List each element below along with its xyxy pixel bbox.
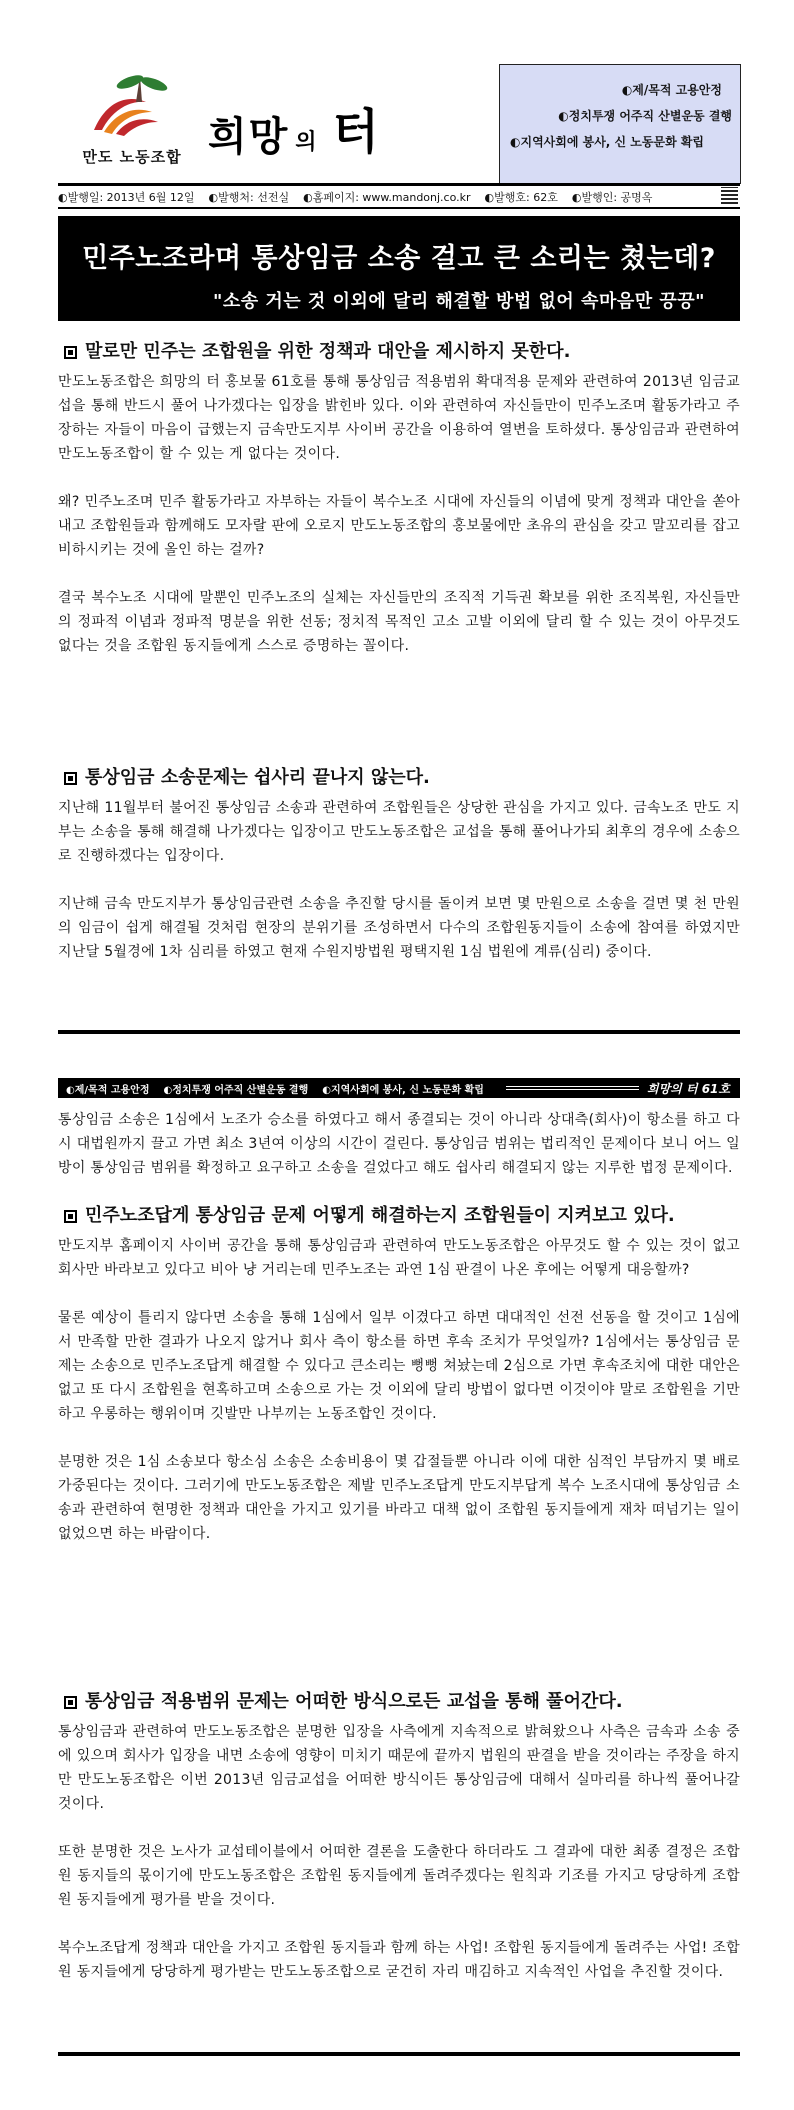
paragraph: 복수노조답게 정책과 대안을 가지고 조합원 동지들과 함께 하는 사업! 조합원 동지들에게 돌려주는 사업! 조합원 동지들에게 당당하게 평가받는 만도노동조합으로 굳건히 자리 매김하고 지속적인 사업을 추진할 것이다.: [58, 1940, 740, 1980]
motto-item: ◐지역사회에 봉사, 신 노동문화 확립: [510, 135, 705, 149]
union-logo-icon: [86, 72, 176, 142]
motto-item: ◐제/목적 고용안정: [66, 1084, 150, 1096]
section-heading-text: 민주노조답게 통상임금 문제 어떻게 해결하는지 조합원들이 지켜보고 있다.: [85, 1205, 675, 1226]
publisher: ◐발행처: 선전실: [208, 190, 290, 204]
union-name: 만도 노동조합: [82, 148, 182, 166]
section-4: [58, 1690, 740, 1984]
square-bullet-icon: [64, 1210, 77, 1223]
paragraph: 왜? 민주노조며 민주 활동가라고 자부하는 자들이 복수노조 시대에 자신들의 이념에 맞게 정책과 대안을 쏟아내고 조합원들과 함께해도 모자랄 판에 오로지 만도노동조합의 홍보물에만 초유의 관심을 갖고 말꼬리를 잡고 비하시키는 것에 올인 하는 걸까?: [58, 494, 740, 558]
section-3: [58, 1108, 740, 1546]
publish-date: ◐발행일: 2013년 6월 12일: [58, 190, 195, 204]
page2-issue-label: 희망의 터 61호: [646, 1081, 730, 1096]
motto-item: ◐제/목적 고용안정: [621, 83, 722, 97]
title-part-3: 터: [332, 104, 379, 160]
paragraph: 또한 분명한 것은 노사가 교섭테이블에서 어떠한 결론을 도출한다 하더라도 그 결과에 대한 최종 결정은 조합원 동지들의 몫이기에 만도노동조합은 조합원 동지들에게 돌려주겠다는 원칙과 기조를 가지고 당당하게 조합원 동지들에게 평가를 받을 것이다.: [58, 1844, 740, 1908]
section-heading: [58, 766, 740, 790]
paragraph: 분명한 것은 1심 소송보다 항소심 소송은 소송비용이 몇 갑절들뿐 아니라 이에 대한 심적인 부담까지 몇 배로 가중된다는 것이다. 그러기에 만도노동조합은 제발 민주노조답게 만도지부답게 복수 노조시대에 통상임금 소송과 관련하여 현명한 정책과 대안을 가지고 있기를 바라고 대책 없이 조합원 동지들에게 재차 떠넘기는 일이 없었으면 하는 바람이다.: [58, 1454, 740, 1542]
paragraph: 지난해 11월부터 불어진 통상임금 소송과 관련하여 조합원들은 상당한 관심을 가지고 있다. 금속노조 만도 지부는 소송을 통해 해결해 나가겠다는 입장이고 만도노동조합은 교섭을 통해 풀어나가되 최후의 경우에 소송으로 진행하겠다는 입장이다.: [58, 800, 740, 864]
page-divider: [58, 1030, 740, 1034]
subheadline: "소송 거는 것 이외에 달리 해결할 방법 없어 속마음만 끙끙": [212, 291, 706, 312]
masthead: [58, 64, 740, 184]
square-bullet-icon: [64, 772, 77, 785]
issue-number: ◐발행호: 62호: [484, 190, 558, 204]
section-heading: [58, 340, 740, 364]
page2-header-bar: [58, 1078, 740, 1098]
motto-item: ◐정치투쟁 어주직 산별운동 결행: [558, 109, 732, 123]
section-heading-text: 통상임금 소송문제는 쉽사리 끝나지 않는다.: [85, 767, 430, 788]
paragraph: 통상임금 소송은 1심에서 노조가 승소를 하였다고 해서 종결되는 것이 아니라 상대측(회사)이 항소를 하고 다시 대법원까지 끌고 가면 최소 3년여 이상의 시간이 걸린다. 통상임금 범위는 법리적인 문제이다 보니 어느 일방이 통상임금 범위를 확정하고 요구하고 소송을 걸었다고 해도 쉽사리 해결되지 않는 지루한 법정 문제이다.: [58, 1112, 740, 1176]
header-line: [506, 1086, 639, 1090]
newsletter-title: [208, 82, 379, 162]
square-bullet-icon: [64, 346, 77, 359]
square-bullet-icon: [64, 1696, 77, 1709]
bottom-divider: [58, 2052, 740, 2056]
section-2: [58, 766, 740, 964]
section-heading: [58, 1204, 740, 1228]
paragraph: 물론 예상이 틀리지 않다면 소송을 통해 1심에서 일부 이겼다고 하면 대대적인 선전 선동을 할 것이고 1심에서 만족할 만한 결과가 나오지 않거나 회사 측이 항소를 하면 후속 조치가 무엇일까? 1심에서는 통상임금 문제는 소송으로 민주노조답게 해결할 수 있다고 큰소리는 뻥뻥 쳐놨는데 2심으로 가면 후속조치에 대한 대안은 없고 또 다시 조합원을 현혹하고며 소송으로 가는 것 이외에 달리 방법이 없다면 이것이야 말로 조합원을 기만하고 우롱하는 행위이며 깃발만 나부끼는 노동조합인 것이다.: [58, 1310, 740, 1422]
section-heading-text: 통상임금 적용범위 문제는 어떠한 방식으로든 교섭을 통해 풀어간다.: [85, 1691, 623, 1712]
section-heading-text: 말로만 민주는 조합원을 위한 정책과 대안을 제시하지 못한다.: [85, 341, 571, 362]
headline: 민주노조라며 통상임금 소송 걸고 큰 소리는 쳤는데?: [82, 243, 716, 274]
paragraph: 결국 복수노조 시대에 말뿐인 민주노조의 실체는 자신들만의 조직적 기득권 확보를 위한 조직복원, 자신들만의 정파적 이념과 정파적 명분을 위한 선동; 정치적 목적인 고소 고발 이외에 달리 할 수 있는 것이 아무것도 없다는 것을 조합원 동지들에게 스스로 증명하는 꼴이다.: [58, 590, 740, 654]
headline-box: [58, 216, 740, 321]
section-heading: [58, 1690, 740, 1714]
motto-item: ◐지역사회에 봉사, 신 노동문화 확립: [322, 1084, 484, 1096]
title-part-1: 희망: [208, 114, 290, 160]
homepage-link[interactable]: ◐홈페이지: www.mandonj.co.kr: [303, 190, 471, 204]
publication-info-bar: [58, 183, 740, 209]
paragraph: 만도노동조합은 희망의 터 홍보물 61호를 통해 통상임금 적용범위 확대적용 문제와 관련하여 2013년 임금교섭을 통해 반드시 풀어 나가겠다는 입장을 밝힌바 있다. 이와 관련하여 자신들만이 민주노조며 활동가라고 주장하는 자들이 마음이 급했는지 금속만도지부 사이버 공간을 이용하여 열변을 토하셨다. 통상임금과 관련하여 만도노동조합이 할 수 있는 게 없다는 것이다.: [58, 374, 740, 462]
paragraph: 지난해 금속 만도지부가 통상임금관련 소송을 추진할 당시를 돌이켜 보면 몇 만원으로 소송을 걸면 몇 천 만원의 임금이 쉽게 해결될 것처럼 현장의 분위기를 조성하면서 다수의 조합원동지들이 소송에 참여를 하였지만 지난달 5월경에 1차 심리를 하였고 현재 수원지방법원 평택지원 1심 법원에 계류(심리) 중이다.: [58, 896, 740, 960]
section-1: [58, 340, 740, 658]
qr-code-icon: [721, 187, 738, 204]
motto-box: [499, 64, 741, 184]
paragraph: 통상임금과 관련하여 만도노동조합은 분명한 입장을 사측에게 지속적으로 밝혀왔으나 사측은 금속과 소송 중에 있으며 회사가 입장을 내면 소송에 영향이 미치기 때문에 끝까지 법원의 판결을 받을 것이라는 주장을 하지만 만도노동조합은 이번 2013년 임금교섭을 어떠한 방식이든 통상임금에 대해서 실마리를 하나씩 풀어나갈 것이다.: [58, 1724, 740, 1812]
title-part-2: 의: [295, 130, 317, 155]
motto-item: ◐정치투쟁 어주직 산별운동 결행: [163, 1084, 309, 1096]
paragraph: 만도지부 홈페이지 사이버 공간을 통해 통상임금과 관련하여 만도노동조합은 아무것도 할 수 있는 것이 없고 회사만 바라보고 있다고 비아 냥 거리는데 민주노조는 과연 1심 판결이 나온 후에는 어떻게 대응할까?: [58, 1238, 740, 1278]
union-logo: [72, 72, 192, 176]
issuer: ◐발행인: 공명옥: [571, 190, 653, 204]
